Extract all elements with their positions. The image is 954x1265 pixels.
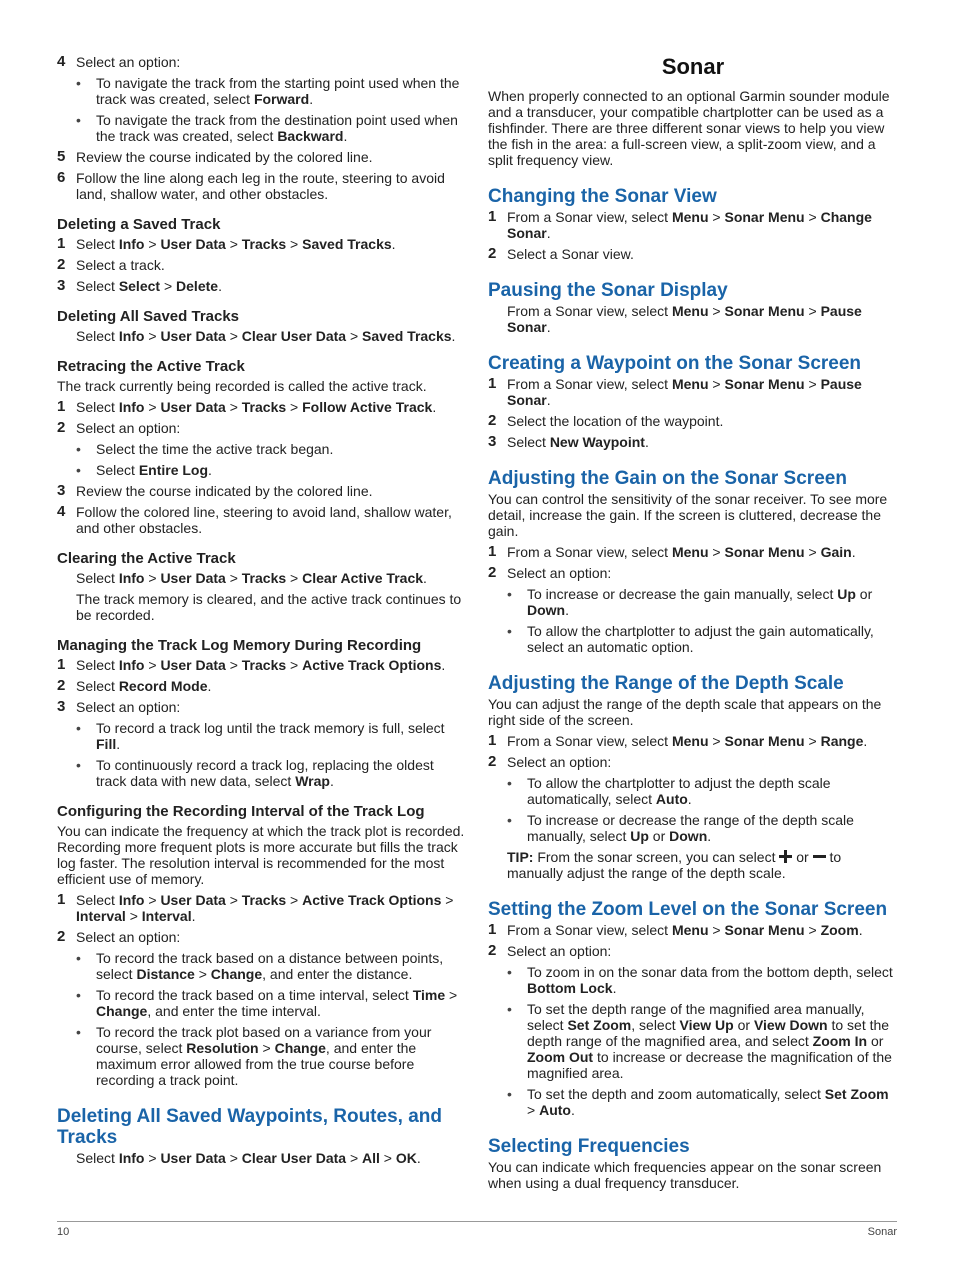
heading-deleting-all-saved-waypoints: Deleting All Saved Waypoints, Routes, and Tracks (57, 1106, 442, 1148)
bold-term: Follow Active Track (302, 399, 433, 415)
step: 1 From a Sonar view, select Menu > Sonar Menu > Range. (488, 732, 868, 749)
heading-clearing-active-track: Clearing the Active Track (57, 550, 236, 567)
bold-term: Menu (671, 209, 709, 225)
bold-term: Clear Active Track (302, 570, 424, 586)
heading-creating-waypoint-sonar: Creating a Waypoint on the Sonar Screen (488, 353, 862, 374)
bold-term: Info (118, 1150, 145, 1166)
bold-term: Record Mode (118, 678, 208, 694)
bullet-item: • To record the track plot based on a variance from your course, select Resolution > Change, and enter the maximum error allowed from the true course before recording a track point. (76, 1024, 432, 1088)
paragraph: The track memory is cleared, and the active track continues to be recorded. (76, 591, 462, 623)
footer-section-name: Sonar (867, 1226, 897, 1238)
heading-managing-track-log-memory: Managing the Track Log Memory During Recording (57, 637, 422, 654)
step: 3 Select an option: (57, 698, 181, 715)
bold-term: Saved Tracks (362, 328, 452, 344)
bold-term: User Data (160, 236, 226, 252)
step: 2 Select an option: (57, 928, 181, 945)
bold-term: User Data (160, 399, 226, 415)
step: 5 Review the course indicated by the colored line. (57, 148, 373, 165)
heading-pausing-sonar-display: Pausing the Sonar Display (488, 280, 728, 301)
bullet-item: • To set the depth and zoom automatically, select Set Zoom > Auto. (507, 1086, 889, 1118)
step: 3 Review the course indicated by the colored line. (57, 482, 373, 499)
step: 1 Select Info > User Data > Tracks > Active Track Options > Interval > Interval. (57, 891, 454, 924)
bold-term: Delete (176, 278, 219, 294)
bullet-item: • Select the time the active track began. (76, 441, 334, 457)
page-title: Sonar (661, 54, 725, 79)
bold-term: OK (395, 1150, 417, 1166)
bold-term: View Up (679, 1017, 734, 1033)
bold-term: Resolution (186, 1040, 259, 1056)
bold-term: Active Track Options (302, 657, 442, 673)
step: 4 Follow the colored line, steering to avoid land, shallow water, and other obstacles. (57, 503, 452, 536)
bold-term: Clear User Data (241, 328, 347, 344)
bold-term: User Data (160, 657, 226, 673)
bold-term: Tracks (241, 657, 287, 673)
bold-term: Select (118, 278, 161, 294)
bullet-item: • To allow the chartplotter to adjust the depth scale automatically, select Auto. (507, 775, 831, 807)
bold-term: Backward (277, 128, 344, 144)
bold-term: Change (210, 966, 263, 982)
bold-term: Active Track Options (302, 892, 442, 908)
bullet-item: • To navigate the track from the destination point used when the track was created, select Backward. (76, 112, 458, 144)
step: 3 Select Select > Delete. (57, 277, 222, 294)
bold-term: Auto (539, 1102, 571, 1118)
step: 1 From a Sonar view, select Menu > Sonar Menu > Zoom. (488, 921, 863, 938)
bold-term: Menu (671, 303, 709, 319)
heading-deleting-all-saved-tracks: Deleting All Saved Tracks (57, 308, 240, 325)
bold-term: User Data (160, 892, 226, 908)
bold-term: Change (274, 1040, 326, 1056)
bullet-item: • To record the track based on a distance between points, select Distance > Change, and enter the distance. (76, 950, 444, 982)
bold-term: Gain (820, 544, 852, 560)
bullet-item: • To increase or decrease the gain manually, select Up or Down. (507, 586, 873, 618)
step: 1 From a Sonar view, select Menu > Sonar Menu > Gain. (488, 543, 856, 560)
heading-retracing-active-track: Retracing the Active Track (57, 358, 245, 375)
heading-selecting-frequencies: Selecting Frequencies (488, 1136, 690, 1157)
bold-term: User Data (160, 1150, 226, 1166)
bold-term: Sonar Menu (724, 733, 805, 749)
bold-term: Time (412, 987, 446, 1003)
paragraph: Select Info > User Data > Tracks > Clear Active Track. (76, 570, 427, 586)
bold-term: Interval (141, 908, 192, 924)
bold-term: Interval (76, 908, 126, 924)
right-column (488, 54, 898, 1191)
paragraph: You can indicate the frequency at which the track plot is recorded. Recording more frequent plots is more accurate but fills the track log faster. The resolution interval is recommended for the most efficient use of memory. (57, 823, 465, 887)
bold-term: New Waypoint (549, 434, 645, 450)
bold-term: Clear User Data (241, 1150, 347, 1166)
paragraph: Select Info > User Data > Clear User Data > All > OK. (76, 1150, 421, 1166)
heading-deleting-saved-track: Deleting a Saved Track (57, 216, 221, 233)
step: 6 Follow the line along each leg in the route, steering to avoid land, shallow water, and other obstacles. (57, 169, 445, 202)
step: 2 Select an option: (488, 753, 612, 770)
bold-term: Info (118, 657, 145, 673)
bold-term: Info (118, 399, 145, 415)
heading-configuring-recording-interval: Configuring the Recording Interval of the Track Log (57, 803, 425, 820)
bold-term: Change Sonar (507, 209, 872, 241)
bold-term: Range (820, 733, 864, 749)
tip-note: TIP: From the sonar screen, you can select or to manually adjust the range of the depth scale. (507, 849, 842, 881)
bold-term: Down (669, 828, 708, 844)
step: 2 Select the location of the waypoint. (488, 412, 724, 429)
bullet-item: • To continuously record a track log, replacing the oldest track data with new data, select Wrap. (76, 757, 434, 789)
bold-term: User Data (160, 570, 226, 586)
paragraph: Select Info > User Data > Clear User Data > Saved Tracks. (76, 328, 456, 344)
bold-term: All (362, 1150, 380, 1166)
step: 2 Select a track. (57, 256, 165, 273)
step: 2 Select a Sonar view. (488, 245, 634, 262)
left-column (57, 54, 467, 1166)
step: 3 Select New Waypoint. (488, 433, 649, 450)
bold-term: Auto (655, 791, 688, 807)
step: 2 Select an option: (488, 564, 612, 581)
bold-term: Set Zoom (567, 1017, 632, 1033)
paragraph: You can control the sensitivity of the sonar receiver. To see more detail, increase the gain. If the screen is cluttered, decrease the gain. (488, 491, 888, 539)
bullet-item: • To record the track based on a time interval, select Time > Change, and enter the time interval. (76, 987, 458, 1019)
step: 2 Select Record Mode. (57, 677, 212, 694)
bold-term: Info (118, 892, 145, 908)
bullet-item: • To zoom in on the sonar data from the bottom depth, select Bottom Lock. (507, 964, 893, 996)
bold-term: Bottom Lock (527, 980, 613, 996)
step: 1 Select Info > User Data > Tracks > Saved Tracks. (57, 235, 396, 252)
step: 1 Select Info > User Data > Tracks > Follow Active Track. (57, 398, 437, 415)
bold-term: User Data (160, 328, 226, 344)
paragraph: You can indicate which frequencies appear on the sonar screen when using a dual frequency transducer. (488, 1159, 882, 1191)
bullet-item: • To record a track log until the track memory is full, select Fill. (76, 720, 445, 752)
bold-term: Sonar Menu (724, 922, 805, 938)
step: 2 Select an option: (57, 419, 181, 436)
bold-term: Tracks (241, 570, 287, 586)
heading-changing-sonar-view: Changing the Sonar View (488, 186, 717, 207)
bullet-item: • Select Entire Log. (76, 462, 212, 478)
step: 1 From a Sonar view, select Menu > Sonar Menu > Pause Sonar. (488, 375, 862, 408)
bold-term: Wrap (295, 773, 330, 789)
paragraph: You can adjust the range of the depth scale that appears on the right side of the screen. (488, 696, 882, 728)
bold-term: Zoom Out (527, 1049, 594, 1065)
bold-term: Pause Sonar (507, 376, 862, 408)
paragraph: From a Sonar view, select Menu > Sonar Menu > Pause Sonar. (507, 303, 862, 335)
plus-icon (779, 850, 792, 863)
bold-term: Down (527, 602, 566, 618)
bold-term: Tracks (241, 236, 287, 252)
bold-term: Info (118, 570, 145, 586)
bold-term: Zoom (820, 922, 859, 938)
footer-divider (57, 1221, 897, 1222)
bold-term: Menu (671, 733, 709, 749)
bold-term: Menu (671, 922, 709, 938)
bold-term: Forward (253, 91, 310, 107)
bold-term: Info (118, 328, 145, 344)
bold-term: Saved Tracks (302, 236, 392, 252)
bold-term: Menu (671, 376, 709, 392)
bullet-item: • To navigate the track from the starting point used when the track was created, select Forward. (76, 75, 460, 107)
bold-term: View Down (753, 1017, 828, 1033)
step: 1 From a Sonar view, select Menu > Sonar Menu > Change Sonar. (488, 208, 872, 241)
bold-term: Zoom In (812, 1033, 868, 1049)
paragraph: The track currently being recorded is called the active track. (57, 378, 427, 394)
bold-term: Sonar Menu (724, 209, 805, 225)
page-number: 10 (57, 1226, 70, 1238)
bold-term: Change (96, 1003, 148, 1019)
bold-term: Sonar Menu (724, 376, 805, 392)
bold-term: Menu (671, 544, 709, 560)
bold-term: Fill (96, 736, 117, 752)
bold-term: Up (837, 586, 856, 602)
heading-setting-zoom-level: Setting the Zoom Level on the Sonar Screen (488, 899, 888, 920)
bullet-item: • To increase or decrease the range of the depth scale manually, select Up or Down. (507, 812, 854, 844)
bold-term: Up (630, 828, 649, 844)
bold-term: Tracks (241, 892, 287, 908)
bold-term: Set Zoom (824, 1086, 889, 1102)
bold-term: Entire Log (138, 462, 209, 478)
step: 2 Select an option: (488, 942, 612, 959)
bullet-item: • To allow the chartplotter to adjust the gain automatically, select an automatic option. (507, 623, 874, 655)
step: 4 Select an option: (57, 53, 181, 70)
bullet-item: • To set the depth range of the magnified area manually, select Set Zoom, select View Up or View Down to set the depth range of the magnified area, and select Zoom In or Zoom Out to increase or decrease the magnification of the magnified area. (507, 1001, 892, 1081)
heading-adjusting-depth-range: Adjusting the Range of the Depth Scale (488, 673, 844, 694)
heading-adjusting-gain: Adjusting the Gain on the Sonar Screen (488, 468, 847, 489)
bold-term: Tracks (241, 399, 287, 415)
bold-term: Sonar Menu (724, 303, 805, 319)
minus-icon (813, 850, 826, 863)
bold-term: Sonar Menu (724, 544, 805, 560)
bold-term: Info (118, 236, 145, 252)
step: 1 Select Info > User Data > Tracks > Active Track Options. (57, 656, 446, 673)
bold-term: Pause Sonar (507, 303, 862, 335)
bold-term: Distance (136, 966, 195, 982)
paragraph: When properly connected to an optional Garmin sounder module and a transducer, your compatible chartplotter can be used as a fishfinder. There are three different sonar views to help you view the fish in the area: a full-screen view, a split-zoom view, and a split frequency view. (488, 88, 890, 168)
